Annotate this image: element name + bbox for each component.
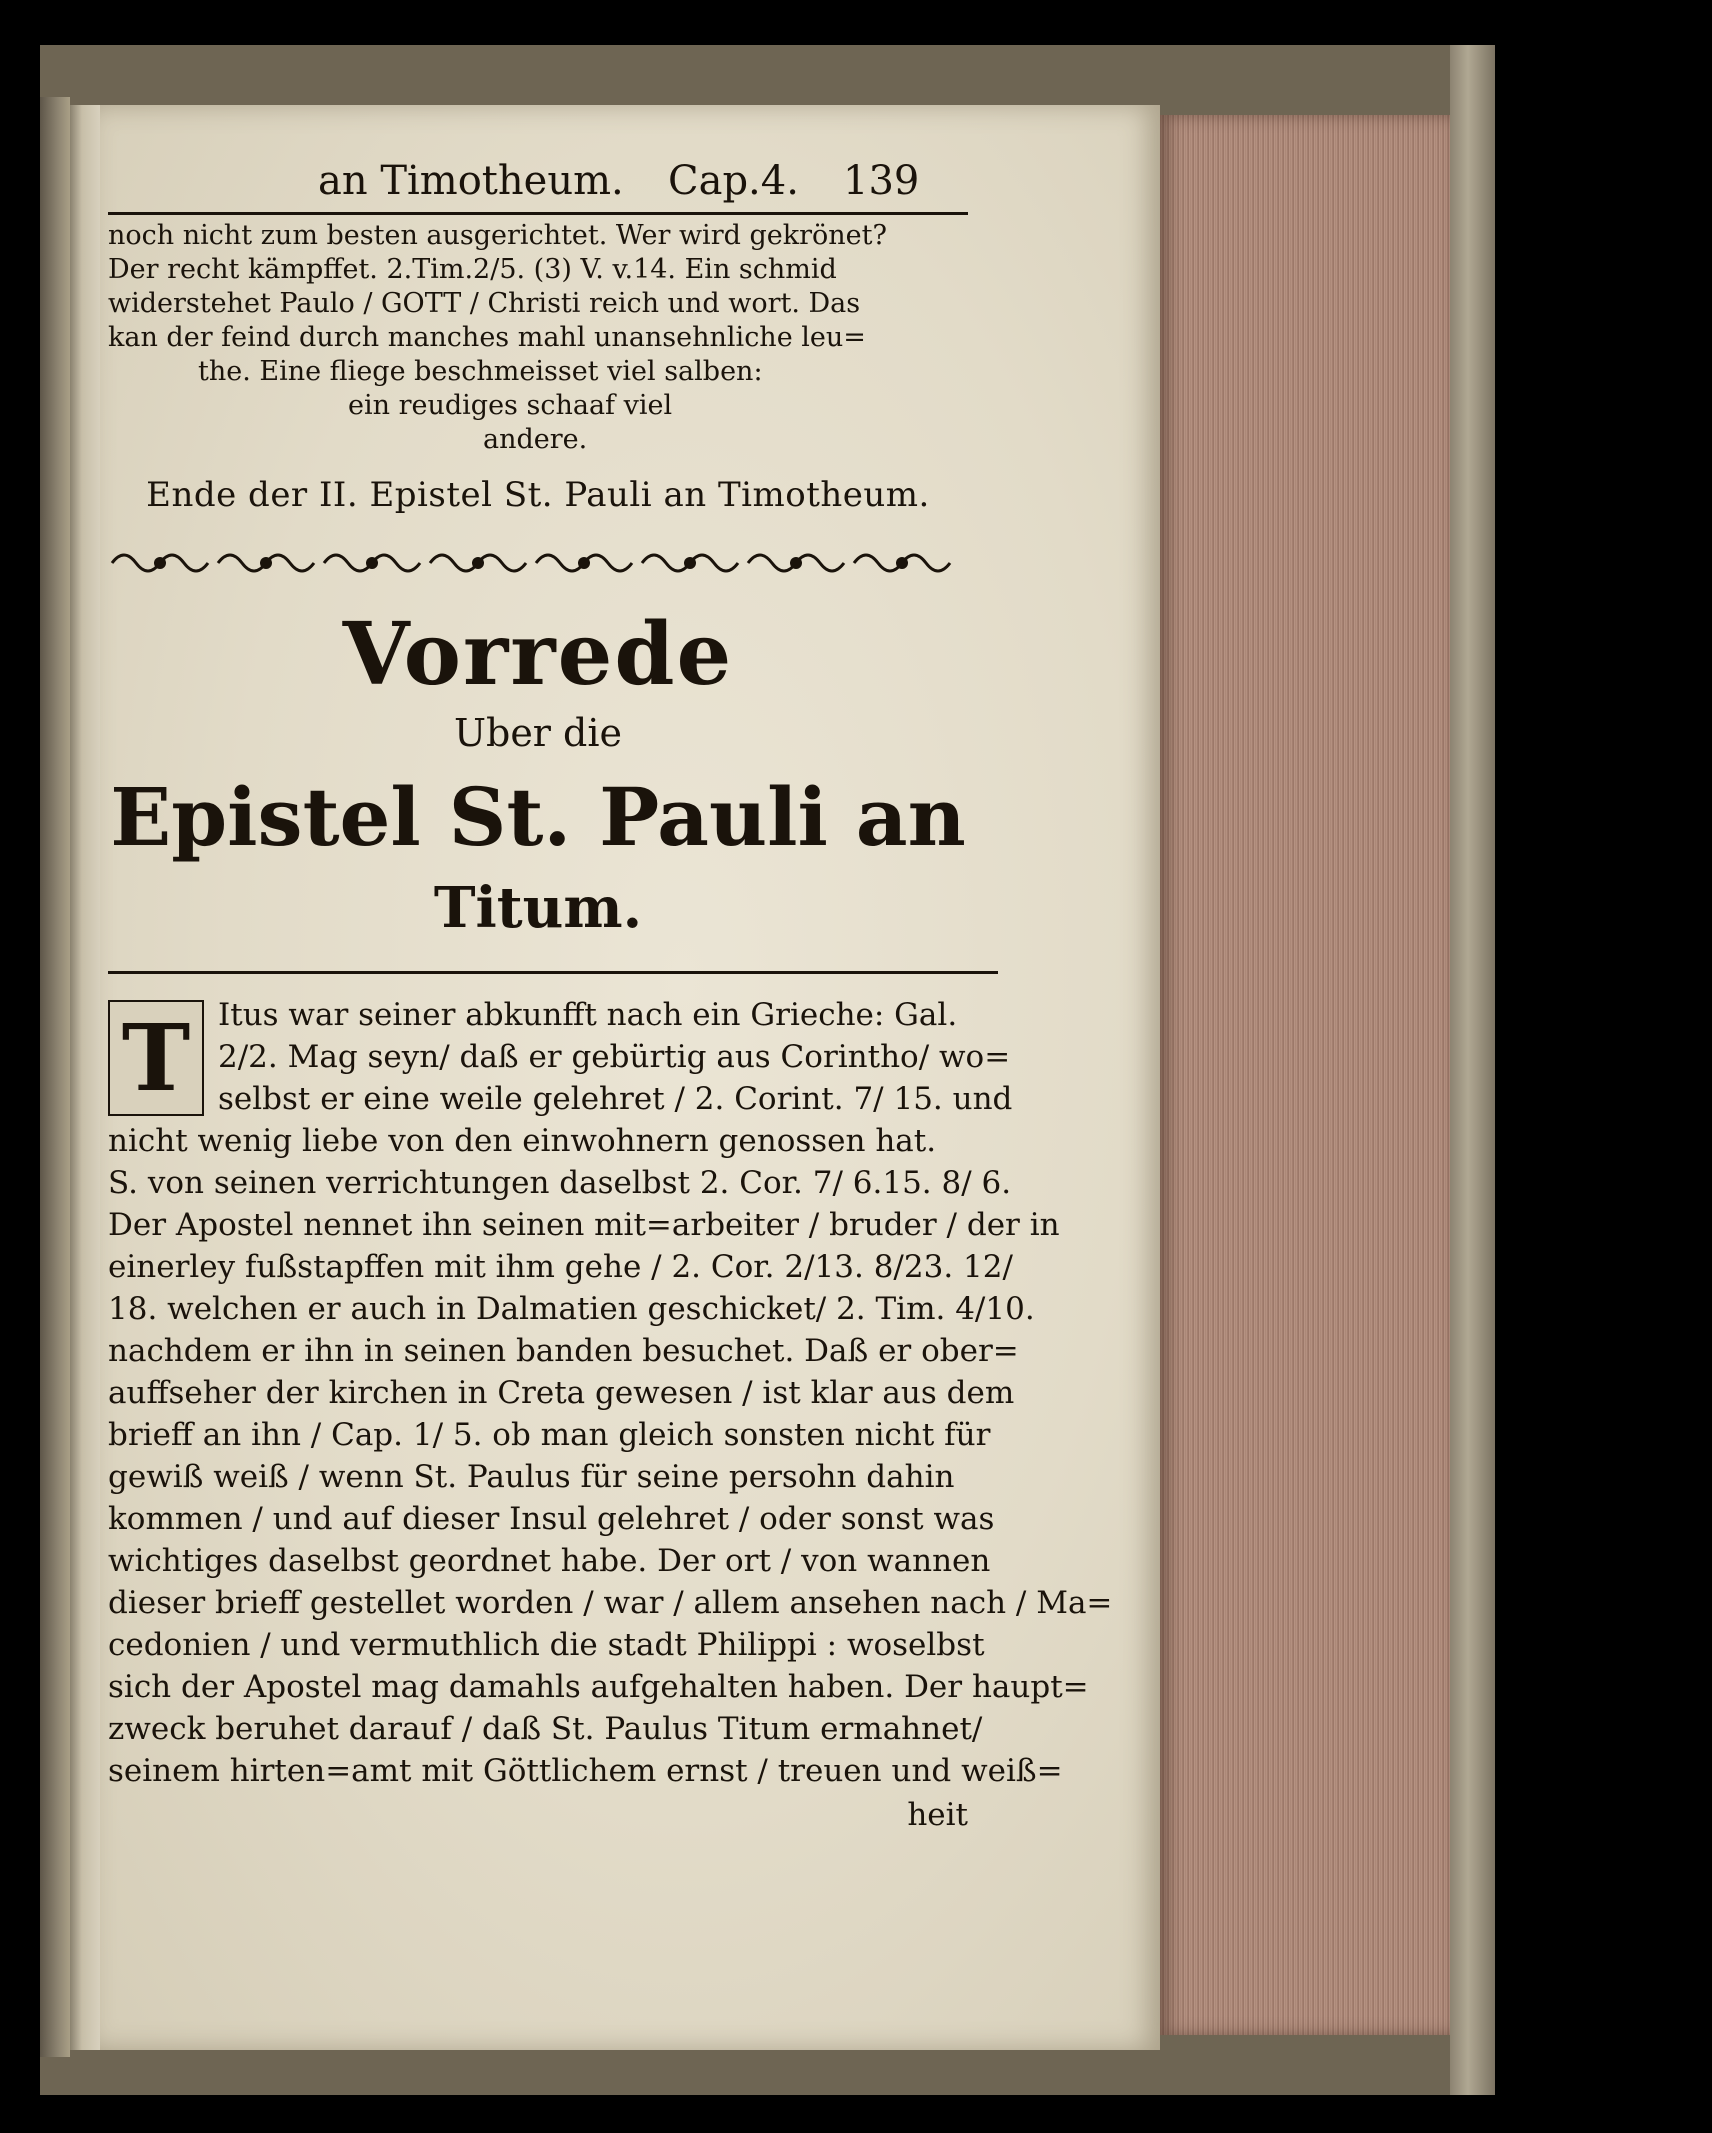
ornament-icon: [108, 543, 988, 583]
text-line: selbst er eine weile gelehret / 2. Corint. 7/ 15. und: [218, 1081, 1013, 1117]
section-title: Vorrede: [342, 604, 734, 705]
text-line: sich der Apostel mag damahls aufgehalten haben. Der haupt=: [108, 1669, 1089, 1705]
text-line: 2/2. Mag seyn/ daß er gebürtig aus Corintho/ wo=: [218, 1039, 1011, 1075]
section-title-epistle: Epistel St. Pauli an: [110, 770, 966, 864]
text-line: gewiß weiß / wenn St. Paulus für seine persohn dahin: [108, 1459, 955, 1495]
page-content: [108, 158, 1113, 1836]
catchword: heit: [907, 1797, 968, 1833]
title-rule: [108, 971, 998, 974]
text-line: andere.: [483, 424, 588, 455]
text-line: Itus war seiner abkunfft nach ein Grieche: Gal.: [218, 997, 958, 1033]
text-line: kommen / und auf dieser Insul gelehret / oder sonst was: [108, 1501, 995, 1537]
text-line: brieff an ihn / Cap. 1/ 5. ob man gleich sonsten nicht für: [108, 1417, 991, 1453]
text-line: dieser brieff gestellet worden / war / allem ansehen nach / Ma=: [108, 1585, 1113, 1621]
text-line: widerstehet Paulo / GOTT / Christi reich und wort. Das: [108, 288, 861, 319]
text-line: the. Eine fliege beschmeisset viel salben:: [198, 356, 763, 387]
left-page-edge: [40, 97, 70, 2057]
text-line: wichtiges daselbst geordnet habe. Der ort / von wannen: [108, 1543, 991, 1579]
text-line: Der recht kämpffet. 2.Tim.2/5. (3) V. v.14. Ein schmid: [108, 254, 837, 285]
text-line: 18. welchen er auch in Dalmatien geschicket/ 2. Tim. 4/10.: [108, 1291, 1035, 1327]
previous-epistle-text: [108, 219, 968, 457]
text-line: auffseher der kirchen in Creta gewesen / ist klar aus dem: [108, 1375, 1015, 1411]
text-line: S. von seinen verrichtungen daselbst 2. Cor. 7/ 6.15. 8/ 6.: [108, 1165, 1012, 1201]
text-line: cedonien / und vermuthlich die stadt Philippi : woselbst: [108, 1627, 985, 1663]
ornament-band: [108, 543, 968, 583]
section-title-recipient: Titum.: [433, 875, 643, 941]
page-number: 139: [843, 158, 920, 204]
head-rule: [108, 212, 968, 215]
text-line: nicht wenig liebe von den einwohnern genossen hat.: [108, 1123, 937, 1159]
text-line: nachdem er ihn in seinen banden besuchet. Daß er ober=: [108, 1333, 1019, 1369]
running-head-chapter: Cap.4.: [668, 158, 799, 204]
text-line: einerley fußstapffen mit ihm gehe / 2. Cor. 2/13. 8/23. 12/: [108, 1249, 1013, 1285]
running-head: [108, 158, 968, 210]
running-head-title: an Timotheum.: [318, 158, 624, 204]
cover-edge: [1450, 45, 1495, 2095]
end-note: Ende der II. Epistel St. Pauli an Timotheum.: [146, 475, 930, 515]
gutter: [70, 105, 100, 2050]
drop-cap: T: [108, 1000, 204, 1116]
text-line: kan der feind durch manches mahl unansehnliche leu=: [108, 322, 866, 353]
body-text: [108, 994, 1113, 1836]
section-subtitle: Uber die: [453, 711, 623, 755]
text-line: Der Apostel nennet ihn seinen mit=arbeiter / bruder / der in: [108, 1207, 1060, 1243]
text-line: zweck beruhet darauf / daß St. Paulus Titum ermahnet/: [108, 1711, 983, 1747]
text-line: noch nicht zum besten ausgerichtet. Wer wird gekrönet?: [108, 220, 887, 251]
text-block-edge: [1160, 115, 1450, 2035]
text-line: seinem hirten=amt mit Göttlichem ernst / treuen und weiß=: [108, 1753, 1063, 1789]
text-line: ein reudiges schaaf viel: [348, 390, 673, 421]
